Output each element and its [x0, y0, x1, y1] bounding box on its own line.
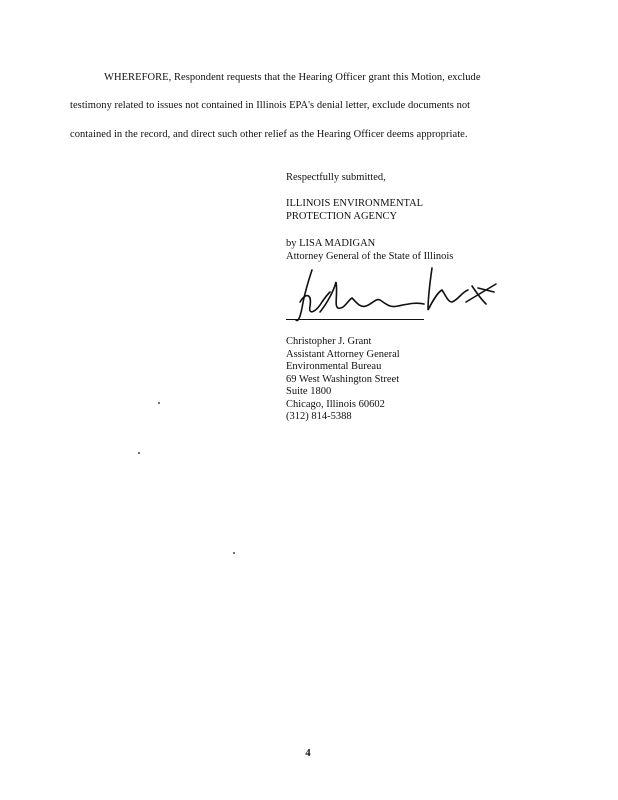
scan-speck — [158, 402, 160, 404]
scan-speck — [138, 452, 140, 454]
contact-phone: (312) 814-5388 — [286, 411, 352, 422]
signature-line — [286, 319, 424, 320]
closing-line: Respectfully submitted, — [286, 172, 386, 183]
agency-name — [286, 198, 423, 223]
agency-line-1: ILLINOIS ENVIRONMENTAL — [286, 198, 424, 209]
scan-speck — [233, 552, 235, 554]
paragraph-line-3: contained in the record, and direct such other relief as the Hearing Officer deems appropriate. — [70, 129, 468, 140]
contact-block — [286, 336, 400, 424]
by-line-1: by LISA MADIGAN — [286, 238, 376, 249]
paragraph-line-2: testimony related to issues not contained in Illinois EPA's denial letter, exclude documents not — [70, 100, 471, 111]
contact-bureau: Environmental Bureau — [286, 361, 382, 372]
agency-line-2: PROTECTION AGENCY — [286, 210, 398, 222]
paragraph-line-1: WHEREFORE, Respondent requests that the Hearing Officer grant this Motion, exclude — [104, 72, 481, 83]
contact-title: Assistant Attorney General — [286, 348, 400, 360]
by-line-2: Attorney General of the State of Illinois — [286, 250, 454, 262]
contact-name: Christopher J. Grant — [286, 336, 372, 347]
attorney-general-block — [286, 238, 453, 263]
contact-street: 69 West Washington Street — [286, 373, 400, 385]
page-number: 4 — [305, 748, 311, 759]
contact-suite: Suite 1800 — [286, 386, 332, 397]
contact-city: Chicago, Illinois 60602 — [286, 398, 385, 410]
